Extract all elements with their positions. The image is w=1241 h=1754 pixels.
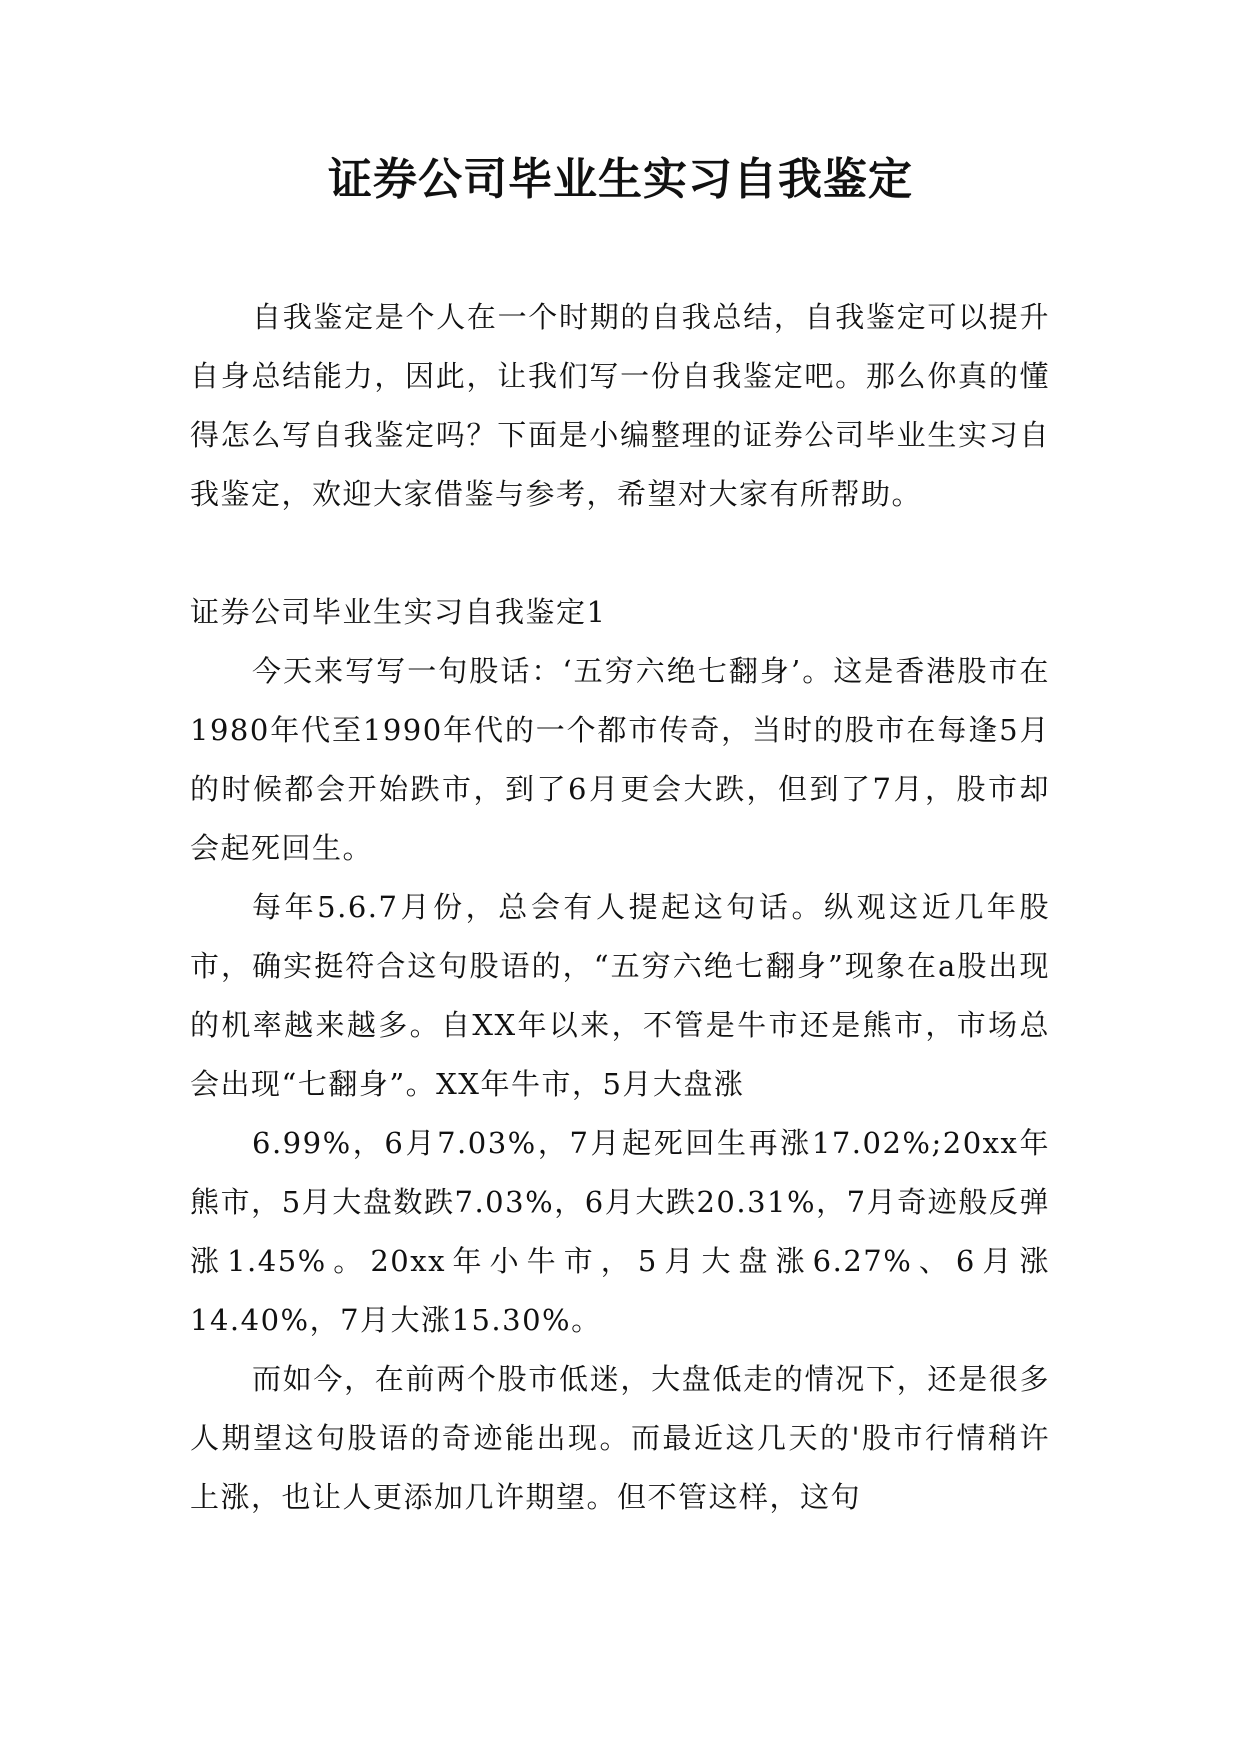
- document-body: [190, 288, 1050, 1527]
- body-paragraph: 今天来写写一句股话：‘五穷六绝七翻身’。这是香港股市在1980年代至1990年代的一个都市传奇，当时的股市在每逢5月的时候都会开始跌市，到了6月更会大跌，但到了7月，股市却会起死回生。: [190, 654, 1050, 865]
- body-paragraph: 6.99%，6月7.03%，7月起死回生再涨17.02%;20xx年熊市，5月大盘数跌7.03%，6月大跌20.31%，7月奇迹般反弹涨1.45%。20xx年小牛市，5月大盘涨6.27%、6月涨14.40%，7月大涨15.30%。: [190, 1126, 1050, 1337]
- intro-paragraph: 自我鉴定是个人在一个时期的自我总结，自我鉴定可以提升自身总结能力，因此，让我们写一份自我鉴定吧。那么你真的懂得怎么写自我鉴定吗？下面是小编整理的证券公司毕业生实习自我鉴定，欢迎大家借鉴与参考，希望对大家有所帮助。: [190, 300, 1050, 511]
- document-title: 证券公司毕业生实习自我鉴定: [328, 154, 913, 205]
- body-paragraph: 每年5.6.7月份，总会有人提起这句话。纵观这近几年股市，确实挺符合这句股语的，“五穷六绝七翻身”现象在a股出现的机率越来越多。自XX年以来，不管是牛市还是熊市，市场总会出现“七翻身”。XX年牛市，5月大盘涨: [190, 890, 1050, 1101]
- body-paragraph: 而如今，在前两个股市低迷，大盘低走的情况下，还是很多人期望这句股语的奇迹能出现。而最近这几天的'股市行情稍许上涨，也让人更添加几许期望。但不管这样，这句: [190, 1362, 1050, 1514]
- section-heading: 证券公司毕业生实习自我鉴定1: [190, 595, 607, 629]
